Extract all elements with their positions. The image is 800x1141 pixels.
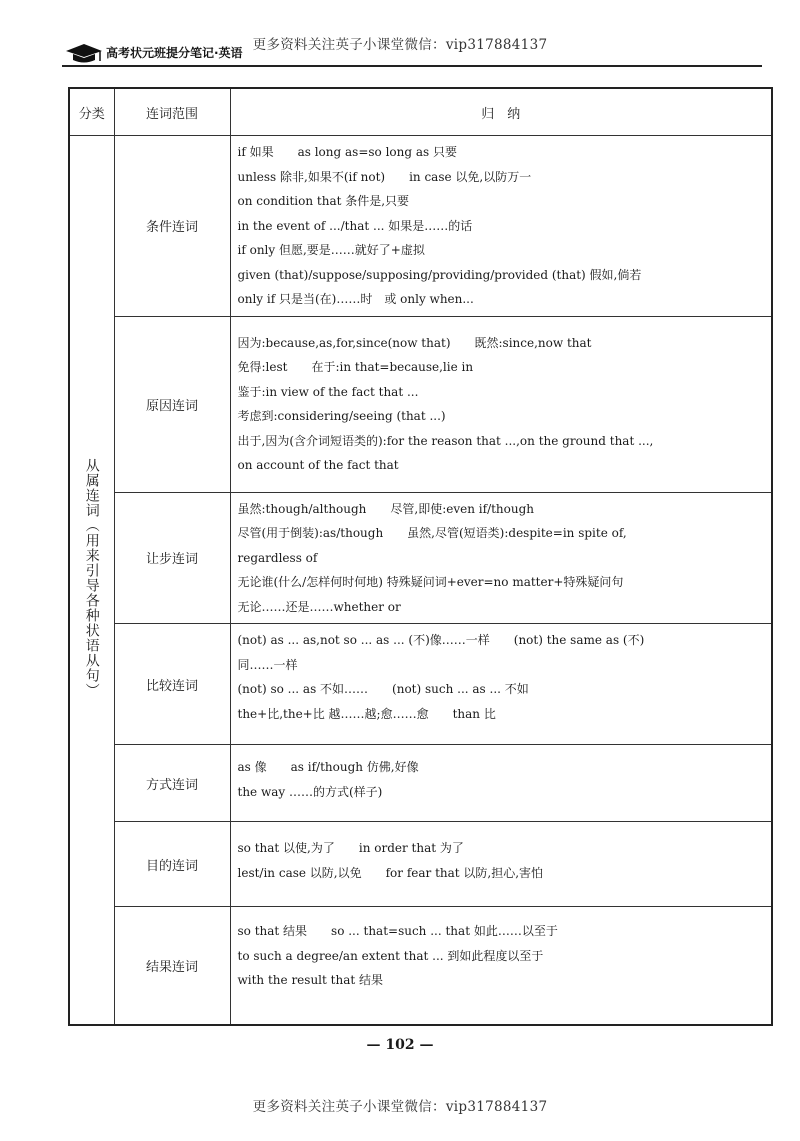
page-header [62,40,762,70]
conjunction-table [68,87,773,1026]
category-cell: 条件连词 [114,136,230,317]
summary-line: the way ……的方式(样子) [237,784,383,799]
summary-line: on account of the fact that [237,458,399,472]
header-range: 连词范围 [114,88,230,136]
table-row [69,822,772,907]
graduation-cap-icon [64,42,104,64]
summary-line: 免得:lest 在于:in that=because,lie in [237,360,474,374]
table-row [69,136,772,317]
summary-line: 因为:because,as,for,since(now that) 既然:since,now that [237,335,592,350]
summary-line: on condition that 条件是,只要 [237,194,410,208]
summary-line: 鉴于:in view of the fact that ... [237,384,419,399]
summary-line: 尽管(用于倒装):as/though 虽然,尽管(短语类):despite=in spite of, [237,526,627,540]
table-row [69,745,772,822]
category-cell: 原因连词 [114,316,230,492]
watermark-top: 更多资料关注英子小课堂微信：vip317884137 [252,37,548,53]
summary-cell [230,136,772,317]
category-cell: 结果连词 [114,907,230,1025]
header-rule [62,65,762,67]
summary-line: as 像 as if/though 仿佛,好像 [237,760,419,774]
group-label-cell [69,136,114,1025]
summary-line: so that 以使,为了 in order that 为了 [237,841,464,855]
summary-cell [230,624,772,745]
summary-line: to such a degree/an extent that ... 到如此程度以至于 [237,948,544,963]
table-row [69,492,772,624]
summary-line: so that 结果 so ... that=such ... that 如此……以至于 [237,924,558,938]
summary-line: 虽然:though/although 尽管,即使:even if/though [237,501,535,516]
header-summary: 归 纳 [230,88,772,136]
table-header-row [69,88,772,136]
table-row [69,907,772,1025]
watermark-bottom: 更多资料关注英子小课堂微信：vip317884137 [252,1099,548,1115]
header-category: 分类 [69,88,114,136]
category-cell: 比较连词 [114,624,230,745]
page-number: — 102 — [366,1037,434,1053]
summary-line: (not) as ... as,not so ... as ... (不)像……一样 (not) the same as (不) [237,633,645,647]
table-row [69,624,772,745]
summary-cell [230,822,772,907]
summary-line: given (that)/suppose/supposing/providing/provided (that) 假如,倘若 [237,267,642,282]
summary-line: unless 除非,如果不(if not) in case 以免,以防万一 [237,169,532,184]
summary-line: 出于,因为(含介词短语类的):for the reason that ...,on the ground that ..., [237,433,654,448]
summary-line: only if 只是当(在)……时 或 only when... [237,292,474,306]
group-label: 从属连词（用来引导各种状语从句） [83,457,100,698]
summary-cell [230,492,772,624]
summary-line: if 如果 as long as=so long as 只要 [237,145,457,159]
category-cell: 目的连词 [114,822,230,907]
book-title: 高考状元班提分笔记·英语 [106,46,243,60]
table-row [69,316,772,492]
summary-line: in the event of .../that ... 如果是……的话 [237,218,473,233]
summary-line: 同……一样 [237,657,298,672]
category-cell: 让步连词 [114,492,230,624]
summary-line: the+比,the+比 越……越;愈……愈 than 比 [237,706,496,721]
summary-line: lest/in case 以防,以免 for fear that 以防,担心,害怕 [237,865,544,880]
summary-line: with the result that 结果 [237,973,383,987]
summary-line: (not) so ... as 不如…… (not) such ... as ... 不如 [237,682,529,696]
summary-cell [230,745,772,822]
summary-line: 考虑到:considering/seeing (that ...) [237,409,446,423]
summary-cell [230,316,772,492]
summary-line: regardless of [237,550,318,565]
category-cell: 方式连词 [114,745,230,822]
summary-cell [230,907,772,1025]
summary-line: if only 但愿,要是……就好了+虚拟 [237,243,425,257]
summary-line: 无论谁(什么/怎样何时何地) 特殊疑问词+ever=no matter+特殊疑问句 [237,575,624,589]
summary-line: 无论……还是……whether or [237,599,401,614]
